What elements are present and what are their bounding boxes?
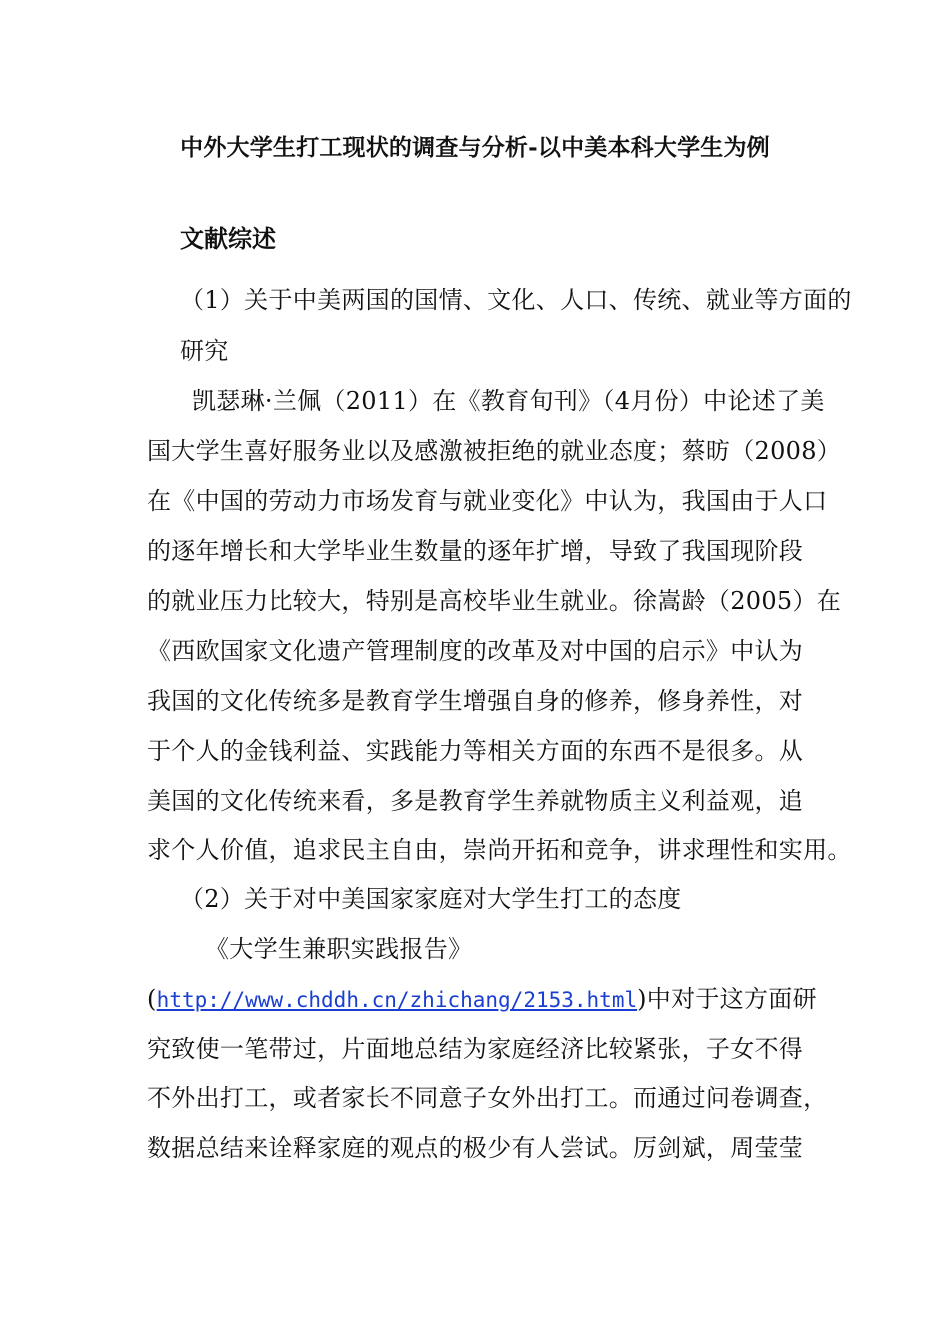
paragraph-line: 美国的文化传统来看，多是教育学生养就物质主义利益观，追	[147, 787, 804, 815]
paragraph-line: 国大学生喜好服务业以及感激被拒绝的就业态度；蔡昉（2008）	[147, 437, 842, 465]
paragraph-line: 数据总结来诠释家庭的观点的极少有人尝试。厉剑斌，周莹莹	[147, 1134, 804, 1162]
paragraph-line: 《大学生兼职实践报告》	[205, 935, 473, 963]
reference-link[interactable]: http://www.chddh.cn/zhichang/2153.html	[156, 988, 638, 1012]
open-paren: (	[147, 985, 157, 1013]
paragraph-line: 不外出打工，或者家长不同意子女外出打工。而通过问卷调查，	[147, 1084, 828, 1112]
link-line-rest: )中对于这方面研	[637, 985, 817, 1013]
paragraph-line: 的逐年增长和大学毕业生数量的逐年扩增，导致了我国现阶段	[147, 537, 804, 565]
paragraph-line: 凯瑟琳·兰佩（2011）在《教育旬刊》（4月份）中论述了美	[192, 387, 825, 415]
paragraph-line: 研究	[180, 337, 229, 365]
paragraph-line-with-link	[147, 984, 847, 1015]
paragraph-line: 究致使一笔带过，片面地总结为家庭经济比较紧张，子女不得	[147, 1035, 804, 1063]
paragraph-line: 求个人价值，追求民主自由，崇尚开拓和竞争，讲求理性和实用。	[147, 836, 852, 864]
section-heading: 文献综述	[180, 224, 276, 253]
paragraph-line: 在《中国的劳动力市场发育与就业变化》中认为，我国由于人口	[147, 487, 828, 515]
paragraph-line: 的就业压力比较大，特别是高校毕业生就业。徐嵩龄（2005）在	[147, 587, 842, 615]
paragraph-line: （1）关于中美两国的国情、文化、人口、传统、就业等方面的	[180, 286, 852, 314]
paragraph-line: 于个人的金钱利益、实践能力等相关方面的东西不是很多。从	[147, 737, 804, 765]
paragraph-line: 我国的文化传统多是教育学生增强自身的修养，修身养性，对	[147, 687, 804, 715]
document-title: 中外大学生打工现状的调查与分析-以中美本科大学生为例	[180, 134, 770, 161]
paragraph-line: 《西欧国家文化遗产管理制度的改革及对中国的启示》中认为	[147, 637, 804, 665]
paragraph-line: （2）关于对中美国家家庭对大学生打工的态度	[180, 885, 682, 913]
